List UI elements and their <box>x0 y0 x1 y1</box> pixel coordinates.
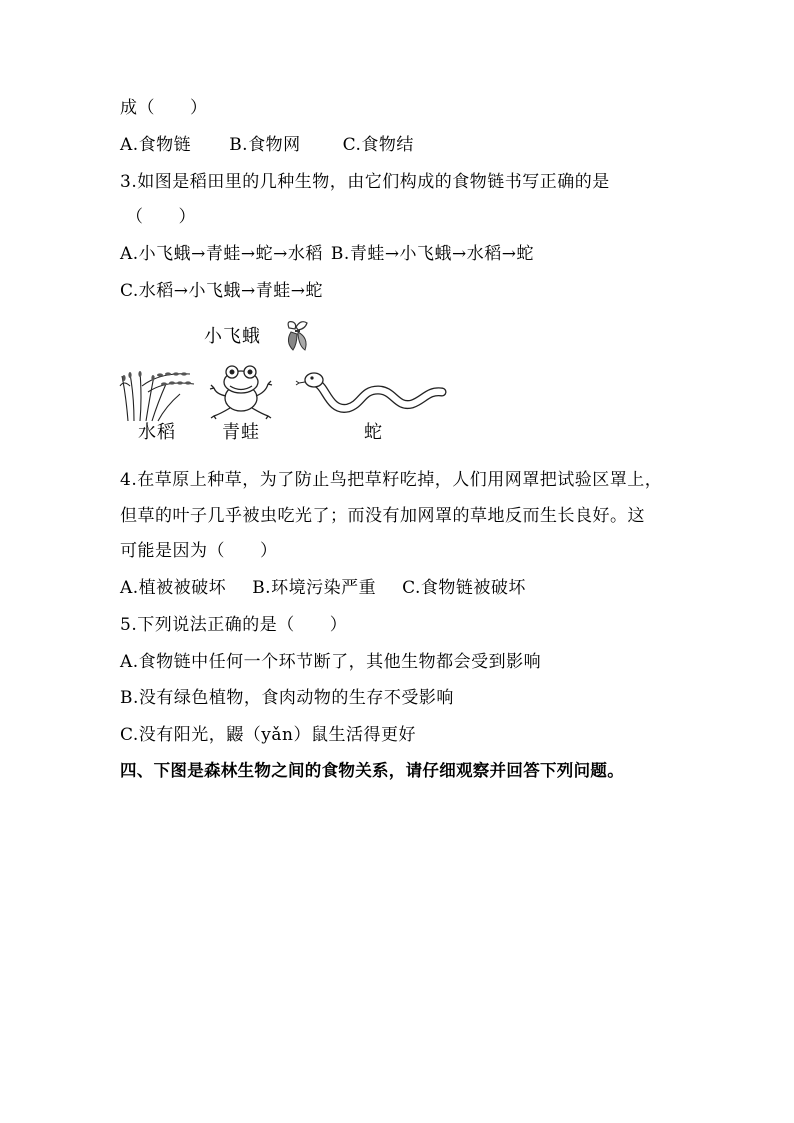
question-4-options <box>120 577 526 599</box>
question-2-tail: 成（ ） <box>120 98 208 118</box>
option-b: B.食物网 <box>229 135 301 155</box>
question-4-line-2: 但草的叶子几乎被虫吃光了；而没有加网罩的草地反而生长良好。这 <box>120 506 645 526</box>
question-3-stem: 3.如图是稻田里的几种生物，由它们构成的食物链书写正确的是 <box>120 172 610 192</box>
question-4-line-1: 4.在草原上种草，为了防止鸟把草籽吃掉，人们用网罩把试验区罩上， <box>120 470 663 490</box>
question-4-line-3: 可能是因为（ ） <box>120 541 278 561</box>
option-a: A.植被被破坏 <box>120 578 227 598</box>
question-3-options-row1 <box>120 243 534 265</box>
option-b: B.环境污染严重 <box>252 578 377 598</box>
question-5-option-c: C.没有阳光，鼹（yǎn）鼠生活得更好 <box>120 725 416 745</box>
food-chain-figure <box>118 316 458 448</box>
frog-icon <box>210 362 272 420</box>
option-a: A.小飞蛾→青蛙→蛇→水稻 <box>120 244 323 264</box>
question-5-stem: 5.下列说法正确的是（ ） <box>120 615 348 635</box>
option-c: C.食物结 <box>342 135 414 155</box>
frog-label: 青蛙 <box>222 422 260 443</box>
question-3-answer-paren: （ ） <box>126 207 196 227</box>
question-3-option-c: C.水稻→小飞蛾→青蛙→蛇 <box>120 281 324 301</box>
question-5-option-a: A.食物链中任何一个环节断了，其他生物都会受到影响 <box>120 652 542 672</box>
question-5-option-b: B.没有绿色植物，食肉动物的生存不受影响 <box>120 688 454 708</box>
moth-icon <box>283 318 313 354</box>
snake-icon <box>296 368 446 418</box>
moth-label: 小飞蛾 <box>204 326 261 347</box>
option-a: A.食物链 <box>120 135 192 155</box>
section-4-heading: 四、下图是森林生物之间的食物关系，请仔细观察并回答下列问题。 <box>120 761 624 780</box>
rice-plant-icon <box>120 366 196 422</box>
option-c: C.食物链被破坏 <box>402 578 526 598</box>
question-2-options <box>120 134 414 156</box>
rice-label: 水稻 <box>138 422 176 443</box>
option-b: B.青蛙→小飞蛾→水稻→蛇 <box>330 244 535 264</box>
snake-label: 蛇 <box>364 422 383 443</box>
